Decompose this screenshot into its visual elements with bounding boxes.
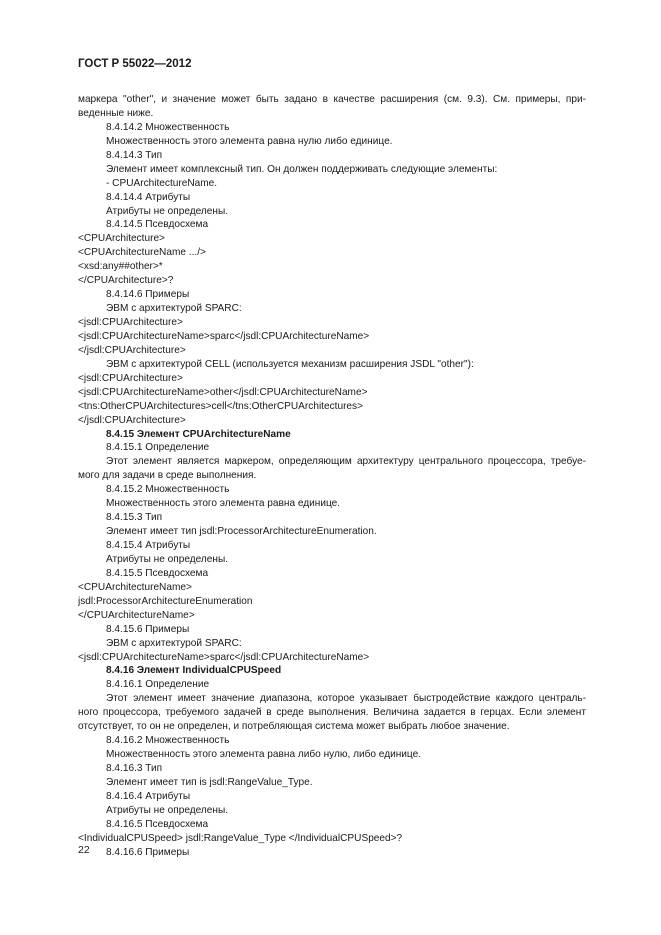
text-line: 8.4.15 Элемент CPUArchitectureName [106, 428, 291, 440]
text-line: 8.4.15.6 Примеры [106, 623, 190, 635]
text-line: <jsdl:CPUArchitectureName>other</jsdl:CPUArchitectureName> [78, 386, 368, 398]
text-line: </CPUArchitecture>? [78, 275, 174, 287]
text-line: <CPUArchitectureName .../> [78, 247, 206, 259]
page-number: 22 [78, 844, 90, 856]
text-line: Атрибуты не определены. [106, 205, 229, 217]
text-line: <tns:OtherCPUArchitectures>cell</tns:OtherCPUArchitectures> [78, 400, 363, 412]
text-line: 8.4.16.5 Псевдосхема [106, 818, 209, 830]
text-line: 8.4.16 Элемент IndividualCPUSpeed [106, 665, 282, 677]
text-line: 8.4.14.3 Тип [106, 149, 163, 161]
text-line: <xsd:any##other>* [78, 261, 163, 273]
text-line: 8.4.16.2 Множественность [106, 735, 230, 747]
text-line: ного процессора, требуемого задачей в среде выполнения. Величина задается в герцах. Если элемент [78, 707, 586, 719]
text-line: маркера "other", и значение может быть задано в качестве расширения (см. 9.3). См. примеры, при- [78, 94, 586, 105]
text-line: Элемент имеет комплексный тип. Он должен поддерживать следующие элементы: [106, 163, 498, 175]
text-line: ЭВМ с архитектурой SPARC: [106, 637, 242, 649]
text-line: отсутствует, то он не определен, и потребляющая система может выбрать любое значение. [78, 721, 510, 733]
text-line: мого для задачи в среде выполнения. [78, 470, 257, 482]
text-line: Этот элемент является маркером, определяющим архитектуру центрального процессора, требуе- [106, 456, 586, 468]
text-line: <jsdl:CPUArchitectureName>sparc</jsdl:CPUArchitectureName> [78, 330, 370, 342]
text-line: Множественность этого элемента равна нулю либо единице. [106, 135, 393, 147]
text-line: ЭВМ с архитектурой CELL (используется механизм расширения JSDL "other"): [106, 358, 474, 370]
text-line: jsdl:ProcessorArchitectureEnumeration [78, 595, 253, 607]
text-line: 8.4.16.4 Атрибуты [106, 790, 191, 802]
text-line: </jsdl:CPUArchitecture> [78, 414, 186, 426]
text-line: 8.4.16.6 Примеры [106, 846, 190, 858]
text-line: Множественность этого элемента равна единице. [106, 498, 341, 510]
document-body [78, 93, 586, 860]
text-line: ЭВМ с архитектурой SPARC: [106, 303, 242, 315]
text-line: Атрибуты не определены. [106, 804, 229, 816]
document-header: ГОСТ Р 55022—2012 [78, 58, 192, 70]
text-line: </CPUArchitectureName> [78, 609, 195, 621]
text-line: Этот элемент имеет значение диапазона, которое указывает быстродействие каждого централь- [106, 693, 586, 705]
text-line: 8.4.16.1 Определение [106, 679, 210, 691]
text-line: <CPUArchitecture> [78, 233, 165, 245]
text-line: 8.4.15.4 Атрибуты [106, 540, 191, 551]
text-line: 8.4.15.5 Псевдосхема [106, 567, 209, 579]
text-line: 8.4.15.3 Тип [106, 512, 163, 524]
text-line: 8.4.14.6 Примеры [106, 289, 190, 301]
text-line: 8.4.15.1 Определение [106, 442, 210, 454]
text-line: <jsdl:CPUArchitecture> [78, 317, 183, 328]
text-line: Элемент имеет тип jsdl:ProcessorArchitectureEnumeration. [106, 526, 377, 538]
text-line: Множественность этого элемента равна либо нулю, либо единице. [106, 749, 422, 761]
text-line: </jsdl:CPUArchitecture> [78, 344, 186, 356]
text-line: <jsdl:CPUArchitectureName>sparc</jsdl:CPUArchitectureName> [78, 651, 370, 663]
text-line: 8.4.15.2 Множественность [106, 484, 230, 496]
text-line: Элемент имеет тип is jsdl:RangeValue_Type. [106, 776, 313, 788]
text-line: 8.4.16.3 Тип [106, 763, 163, 774]
text-line: веденные ниже. [78, 107, 154, 119]
text-line: 8.4.14.5 Псевдосхема [106, 219, 209, 231]
text-line: Атрибуты не определены. [106, 553, 229, 565]
text-line: <CPUArchitectureName> [78, 581, 192, 593]
text-line: - CPUArchitectureName. [106, 177, 218, 189]
text-line: <jsdl:CPUArchitecture> [78, 372, 183, 384]
text-line: 8.4.14.4 Атрибуты [106, 191, 191, 203]
text-line: 8.4.14.2 Множественность [106, 121, 230, 133]
text-line: <IndividualCPUSpeed> jsdl:RangeValue_Type </IndividualCPUSpeed>? [78, 832, 403, 844]
